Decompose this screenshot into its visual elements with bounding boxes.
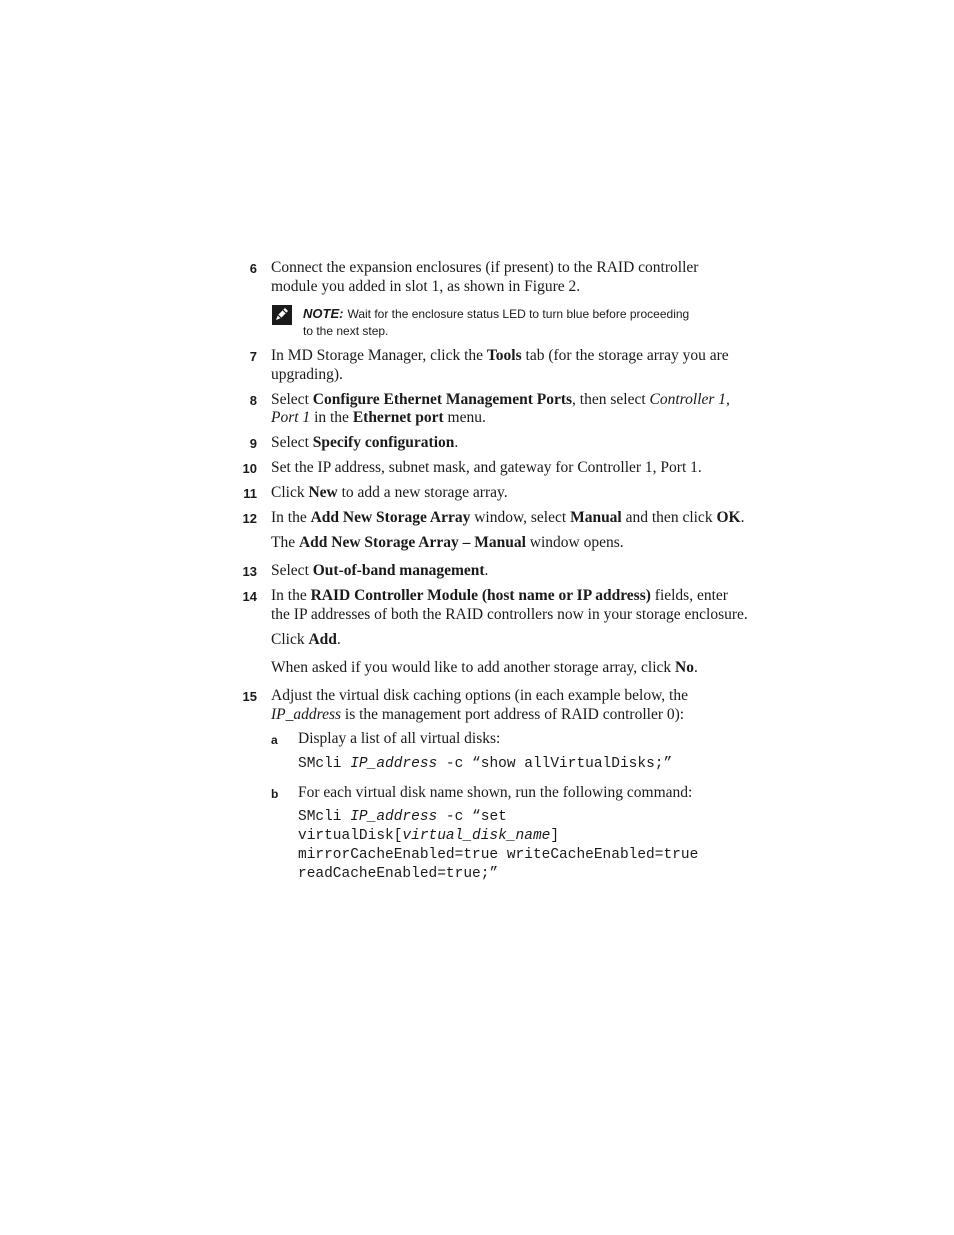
step-number: 6 bbox=[249, 261, 257, 276]
code-line: readCacheEnabled=true;” bbox=[298, 866, 499, 882]
step-number: 12 bbox=[242, 511, 257, 526]
step-text: module you added in slot 1, as shown in Figure 2. bbox=[271, 278, 581, 295]
step-text: Connect the expansion enclosures (if present) to the RAID controller bbox=[271, 259, 699, 276]
note-text: Wait for the enclosure status LED to turn blue before proceeding bbox=[347, 307, 690, 321]
step-text: the IP addresses of both the RAID controllers now in your storage enclosure. bbox=[271, 606, 748, 623]
step-text: Port 1 in the Ethernet port menu. bbox=[271, 409, 486, 426]
step-number: 15 bbox=[242, 689, 257, 704]
substep-letter: b bbox=[271, 787, 279, 801]
step-text: Select Out-of-band management. bbox=[271, 562, 489, 579]
step-text: Select Configure Ethernet Management Ports, then select Controller 1, bbox=[271, 391, 730, 408]
step-text: Adjust the virtual disk caching options (in each example below, the bbox=[271, 687, 688, 704]
substep-text: For each virtual disk name shown, run the following command: bbox=[298, 784, 693, 801]
step-text: The Add New Storage Array – Manual window opens. bbox=[271, 534, 624, 551]
code-line: virtualDisk[virtual_disk_name] bbox=[298, 828, 560, 844]
note-icon bbox=[272, 305, 292, 325]
step-text: Set the IP address, subnet mask, and gateway for Controller 1, Port 1. bbox=[271, 459, 702, 476]
step-text: When asked if you would like to add another storage array, click No. bbox=[271, 659, 698, 676]
step-number: 10 bbox=[242, 461, 257, 476]
code-line: SMcli IP_address -c “show allVirtualDisks;” bbox=[298, 756, 673, 772]
substep-letter: a bbox=[271, 733, 278, 747]
step-number: 14 bbox=[242, 589, 257, 604]
step-number: 7 bbox=[249, 349, 257, 364]
step-text: Select Specify configuration. bbox=[271, 434, 459, 451]
step-number: 11 bbox=[243, 486, 257, 501]
step-text: In MD Storage Manager, click the Tools tab (for the storage array you are bbox=[271, 347, 729, 364]
step-number: 13 bbox=[242, 564, 257, 579]
step-text: In the RAID Controller Module (host name or IP address) fields, enter bbox=[271, 587, 728, 604]
step-text: Click Add. bbox=[271, 631, 341, 648]
code-line: SMcli IP_address -c “set bbox=[298, 809, 507, 825]
step-text: upgrading). bbox=[271, 366, 343, 383]
step-text: IP_address is the management port address of RAID controller 0): bbox=[271, 706, 685, 723]
step-number: 9 bbox=[249, 436, 257, 451]
note-label: NOTE: bbox=[303, 306, 344, 321]
substep-text: Display a list of all virtual disks: bbox=[298, 730, 501, 747]
step-text: Click New to add a new storage array. bbox=[271, 484, 508, 501]
note bbox=[303, 305, 689, 323]
code-line: mirrorCacheEnabled=true writeCacheEnabled=true bbox=[298, 847, 699, 863]
step-text: In the Add New Storage Array window, select Manual and then click OK. bbox=[271, 509, 745, 526]
note-text: to the next step. bbox=[303, 324, 389, 338]
step-number: 8 bbox=[249, 393, 257, 408]
